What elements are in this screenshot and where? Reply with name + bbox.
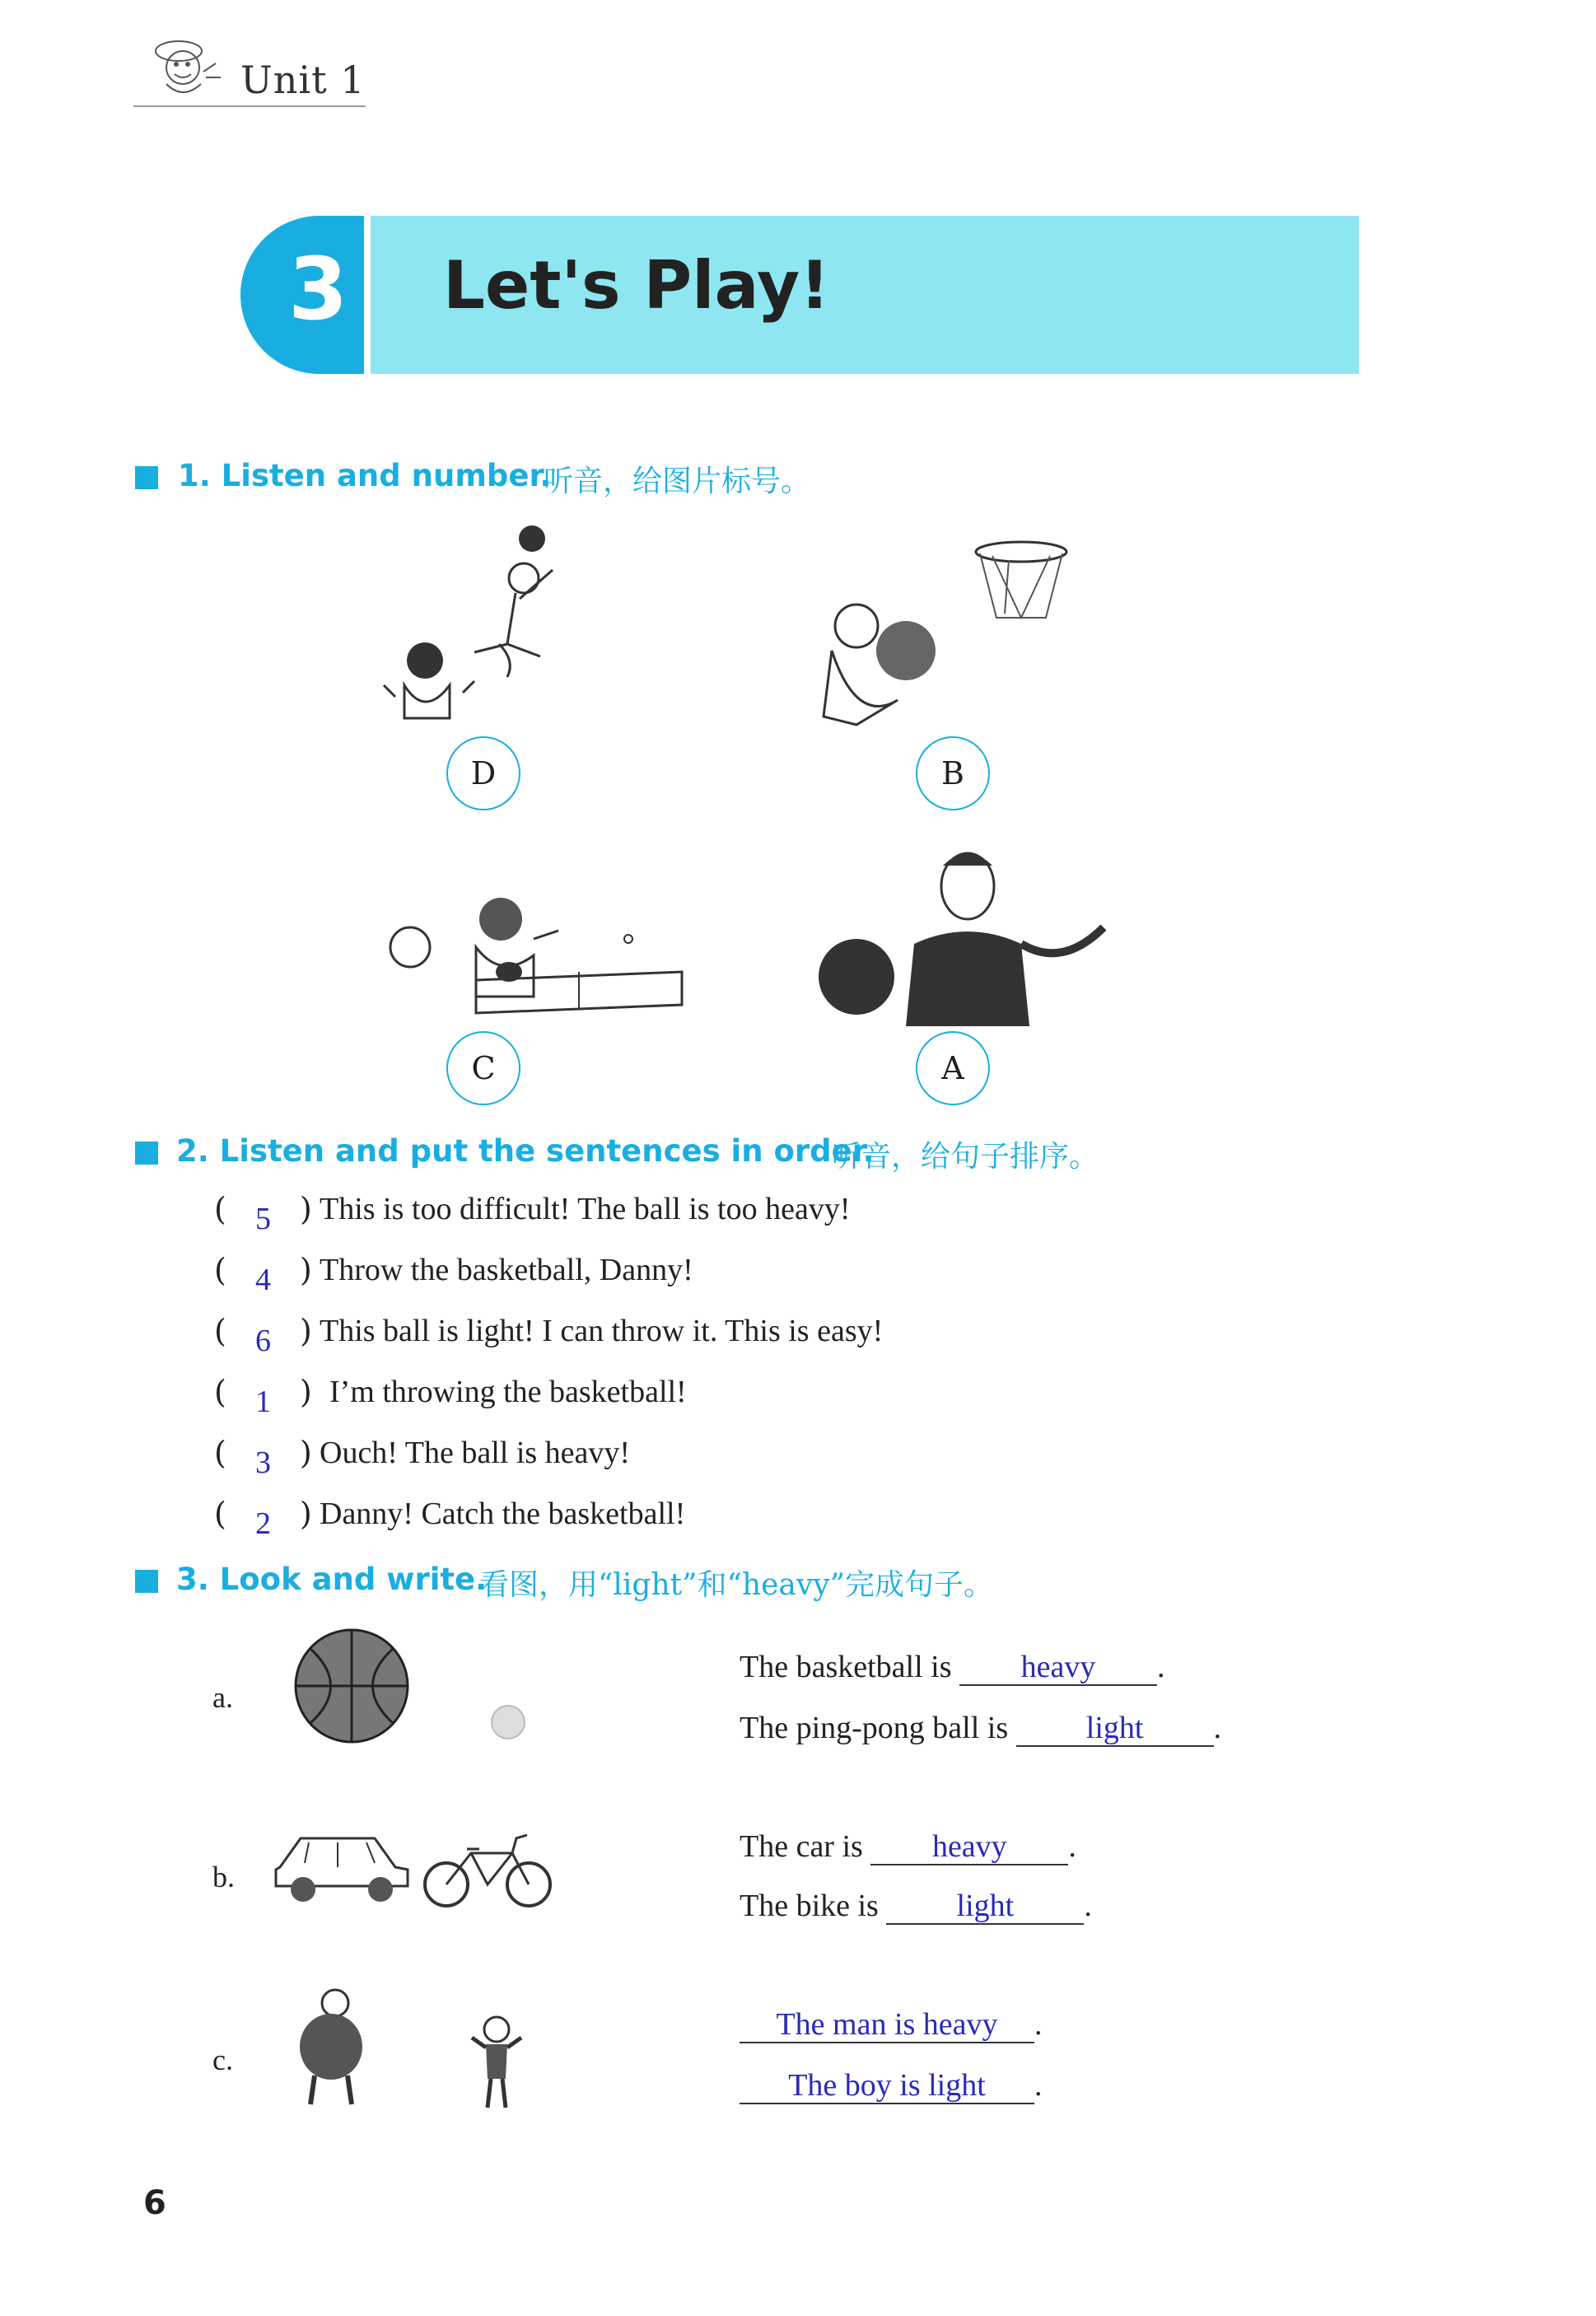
- heavy-man-icon: [290, 1985, 372, 2108]
- section2-instruction: 听音，给句子排序。: [832, 1140, 1099, 1174]
- fill-sentence: The car is heavy .: [740, 1829, 1076, 1864]
- answer-blank: The man is heavy: [740, 2009, 1034, 2043]
- order-answer: 1: [255, 1384, 271, 1419]
- section1-instruction: 听音，给图片标号。: [544, 465, 811, 498]
- sentence-item: ( 2 ) Danny! Catch the basketball!: [214, 1496, 686, 1541]
- answer-blank: heavy: [870, 1831, 1068, 1865]
- mascot-icon: [133, 26, 232, 105]
- row-letter: b.: [212, 1861, 235, 1893]
- order-answer: 5: [255, 1202, 271, 1236]
- page-number: 6: [143, 2184, 166, 2222]
- order-answer: 4: [255, 1263, 271, 1297]
- character-holding-basketball-illustration: [807, 527, 1087, 733]
- answer-blank: heavy: [959, 1651, 1157, 1686]
- sentence-item: ( 1 ) I’m throwing the basketball!: [214, 1374, 687, 1419]
- sentence-item: ( 6 ) This ball is light! I can throw it. This is easy!: [214, 1313, 884, 1358]
- answer-blank: light: [886, 1890, 1084, 1925]
- lesson-number: 3: [288, 239, 348, 339]
- order-answer: 6: [255, 1324, 271, 1358]
- section2-title: 2. Listen and put the sentences in order.: [176, 1133, 875, 1169]
- row-letter: a.: [212, 1681, 233, 1714]
- fill-sentence: The ping-pong ball is light .: [740, 1711, 1222, 1745]
- sentence-text: I’m throwing the basketball!: [329, 1375, 687, 1409]
- section3-title: 3. Look and write.: [176, 1562, 488, 1597]
- sentence-text: Throw the basketball, Danny!: [320, 1253, 693, 1287]
- car-icon: [272, 1822, 412, 1904]
- ping-pong-ball-icon: [488, 1702, 529, 1743]
- answer-blank: The boy is light: [740, 2070, 1034, 2104]
- section-bullet: [135, 1570, 158, 1593]
- order-answer: 2: [255, 1506, 271, 1541]
- sentence-item: ( 3 ) Ouch! The ball is heavy!: [214, 1435, 631, 1480]
- sentence-item: ( 4 ) Throw the basketball, Danny!: [214, 1252, 693, 1297]
- fill-sentence: The boy is light .: [740, 2067, 1043, 2104]
- answer-circle-bottom-left: C: [446, 1031, 520, 1105]
- basketball-icon: [293, 1627, 410, 1744]
- lesson-title: Let's Play!: [443, 247, 830, 324]
- sentence-text: This is too difficult! The ball is too heavy!: [320, 1192, 851, 1226]
- section-bullet: [135, 466, 158, 489]
- ping-pong-illustration: [377, 890, 690, 1021]
- bike-icon: [422, 1828, 553, 1911]
- fill-sentence: The man is heavy .: [740, 2006, 1043, 2043]
- answer-circle-top-left: D: [446, 736, 520, 810]
- lesson-number-badge: [240, 216, 364, 374]
- sentence-text: This ball is light! I can throw it. This is easy!: [320, 1314, 884, 1348]
- answer-circle-bottom-right: A: [916, 1031, 990, 1105]
- sentence-item: ( 5 ) This is too difficult! The ball is too heavy!: [214, 1191, 851, 1236]
- boy-dodging-ball-illustration: [376, 521, 590, 726]
- man-with-basketball-illustration: [815, 845, 1112, 1026]
- unit-title: Unit 1: [240, 58, 366, 102]
- fill-sentence: The basketball is heavy .: [740, 1650, 1165, 1684]
- section3-instruction: 看图，用“light”和“heavy”完成句子。: [479, 1568, 993, 1602]
- section1-title: 1. Listen and number.: [178, 458, 552, 493]
- section-bullet: [135, 1142, 158, 1165]
- header-divider: [133, 105, 366, 107]
- answer-circle-top-right: B: [916, 736, 990, 810]
- fill-sentence: The bike is light .: [740, 1889, 1092, 1923]
- sentence-text: Ouch! The ball is heavy!: [320, 1436, 631, 1470]
- row-letter: c.: [212, 2043, 233, 2076]
- sentence-list: [214, 1191, 1285, 1553]
- order-answer: 3: [255, 1445, 271, 1480]
- sentence-text: Danny! Catch the basketball!: [320, 1497, 686, 1531]
- answer-blank: light: [1016, 1712, 1214, 1747]
- boy-icon: [468, 2013, 525, 2112]
